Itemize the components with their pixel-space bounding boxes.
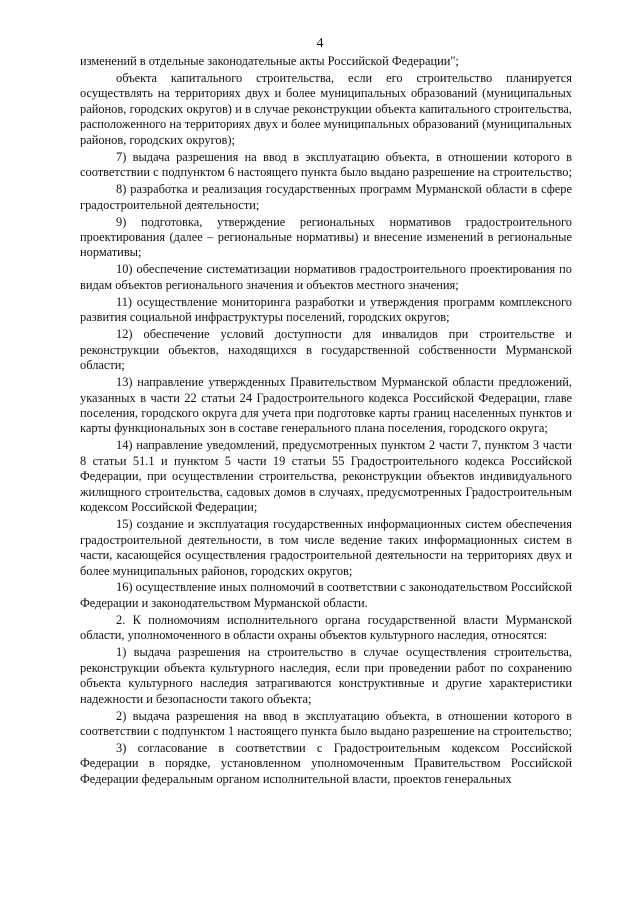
paragraph: 7) выдача разрешения на ввод в эксплуатацию объекта, в отношении которого в соответствии с подпунктом 6 настоящего пункта было выдано разрешение на строительство; xyxy=(80,149,572,180)
paragraph: 1) выдача разрешения на строительство в случае осуществления строительства, реконструкции объекта культурного наследия, если при проведении работ по сохранению объекта культурного наследия затрагиваются конструктивные и другие характеристики надежности и безопасности такого объекта; xyxy=(80,645,572,706)
paragraph: 10) обеспечение систематизации нормативов градостроительного проектирования по видам объектов регионального значения и объектов местного значения; xyxy=(80,262,572,292)
page-number: 4 xyxy=(316,36,324,51)
paragraph: 11) осуществление мониторинга разработки и утверждения программ комплексного развития социальной инфраструктуры поселений, городских округов; xyxy=(80,294,572,325)
paragraph: 2. К полномочиям исполнительного органа государственной власти Мурманской области, уполномоченного в области охраны объектов культурного наследия, относятся: xyxy=(80,612,572,643)
paragraph: 15) создание и эксплуатация государственных информационных систем обеспечения градостроительной деятельности, в том числе ведение таких информационных систем в части, касающейся осуществления градостроительной деятельности на территориях двух и более муниципальных районов, городских округов; xyxy=(80,517,572,578)
paragraph: 8) разработка и реализация государственных программ Мурманской области в сфере градостроительной деятельности; xyxy=(80,182,572,212)
paragraph: 16) осуществление иных полномочий в соответствии с законодательством Российской Федерации и законодательством Мурманской области. xyxy=(80,580,572,610)
paragraph: 3) согласование в соответствии с Градостроительным кодексом Российской Федерации в порядке, установленном уполномоченным Правительством Российской Федерации федеральным органом исполнительной власти, проектов генеральных xyxy=(80,740,572,786)
paragraph: 12) обеспечение условий доступности для инвалидов при строительстве и реконструкции объектов, находящихся в государственной собственности Мурманской области; xyxy=(80,327,572,373)
paragraph: 9) подготовка, утверждение региональных нормативов градостроительного проектирования (далее – региональные нормативы) и внесение изменений в региональные нормативы; xyxy=(80,214,572,260)
paragraph: изменений в отдельные законодательные акты Российской Федерации"; xyxy=(80,54,459,68)
paragraph: объекта капитального строительства, если его строительство планируется осуществлять на территориях двух и более муниципальных образований (муниципальных районов, городских округов) и в случае реконструкции объекта капитального строительства, расположенного на территориях двух и более муниципальных образований (муниципальных районов, городских округов); xyxy=(80,70,572,147)
paragraph: 14) направление уведомлений, предусмотренных пунктом 2 части 7, пунктом 3 части 8 статьи 51.1 и пунктом 5 части 19 статьи 55 Градостроительного кодекса Российской Федерации, при осуществлении строительства, реконструкции объектов индивидуального жилищного строительства, садовых домов в случаях, предусмотренных Градостроительным кодексом Российской Федерации; xyxy=(80,438,572,515)
paragraph: 13) направление утвержденных Правительством Мурманской области предложений, указанных в части 22 статьи 24 Градостроительного кодекса Российской Федерации, главе поселения, городского округа для учета при подготовке карты границ населенных пунктов и карты функциональных зон в составе генерального плана поселения, городского округа; xyxy=(80,375,572,436)
paragraph: 2) выдача разрешения на ввод в эксплуатацию объекта, в отношении которого в соответствии с подпунктом 1 настоящего пункта было выдано разрешение на строительство; xyxy=(80,708,572,739)
document-body xyxy=(80,54,572,789)
